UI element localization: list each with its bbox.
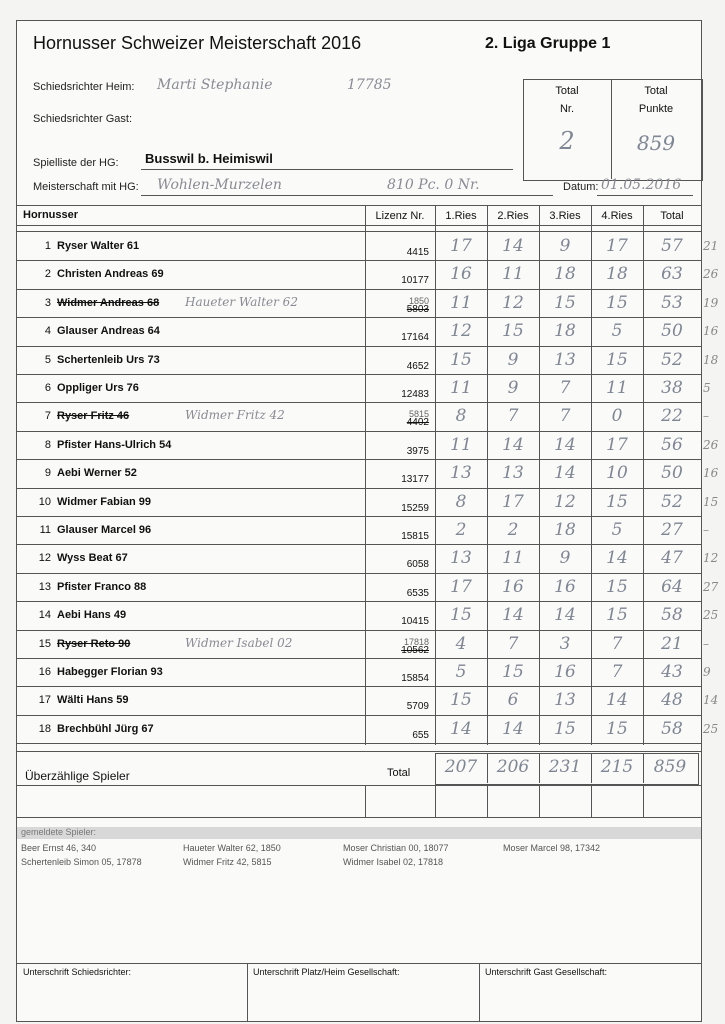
ries-score-4: 18 <box>606 264 628 285</box>
total-nr-label-1: Total <box>555 85 579 97</box>
row-total: 53 <box>661 292 683 313</box>
ries-score-1: 15 <box>450 690 472 711</box>
player-name: Glauser Andreas 64 <box>57 325 160 338</box>
ries-score-3: 3 <box>559 633 571 654</box>
match-label: Meisterschaft mit HG: <box>33 181 139 193</box>
ries-score-2: 14 <box>502 236 524 256</box>
row-number: 3 <box>44 296 51 309</box>
row-total: 21 <box>661 633 683 654</box>
row-number: 7 <box>44 410 51 423</box>
ries-score-2: 12 <box>502 292 524 313</box>
row-number: 8 <box>44 438 51 451</box>
ries-score-4: 15 <box>606 491 628 512</box>
license-new: 17818 <box>403 636 429 647</box>
player-name: Ryser Walter 61 <box>57 240 140 252</box>
row-total: 22 <box>661 406 683 427</box>
margin-note: 15 <box>703 494 719 509</box>
total-nr-label-2: Nr. <box>559 103 575 115</box>
license-number: 6058 <box>406 559 429 571</box>
row-number: 18 <box>38 722 51 735</box>
registered-player: Widmer Isabel 02, 17818 <box>343 857 444 867</box>
registered-player: Schertenleib Simon 05, 17878 <box>21 857 142 867</box>
ries-score-1: 11 <box>450 434 472 455</box>
license-number: 15815 <box>401 531 429 542</box>
registered-title: gemeldete Spieler: <box>21 827 97 837</box>
col-ries-1: 1.Ries <box>445 210 477 222</box>
player-name: Ryser Fritz 46 <box>57 410 130 423</box>
ries-score-4: 0 <box>611 406 623 427</box>
ries-score-2: 9 <box>507 378 519 398</box>
player-name: Schertenleib Urs 73 <box>57 353 160 366</box>
signature-referee: Unterschrift Schiedsrichter: <box>23 967 132 977</box>
row-total: 58 <box>661 718 683 739</box>
margin-note: 21 <box>703 239 719 253</box>
signature-guest: Unterschrift Gast Gesellschaft: <box>485 967 608 977</box>
row-total: 56 <box>661 434 683 455</box>
row-number: 1 <box>44 240 51 252</box>
ries-score-3: 7 <box>559 378 571 398</box>
ries-score-3: 13 <box>554 690 576 711</box>
margin-note: 26 <box>703 267 719 282</box>
ries-score-4: 5 <box>611 321 623 342</box>
table-row <box>17 460 719 487</box>
player-name: Widmer Fabian 99 <box>57 495 152 508</box>
total-pts-label-2: Punkte <box>638 103 674 115</box>
total-ries-1: 207 <box>444 757 478 777</box>
total-nr-value: 2 <box>559 127 575 155</box>
referee-home-label: Schiedsrichter Heim: <box>33 81 135 93</box>
ries-score-4: 10 <box>606 463 628 484</box>
player-name: Habegger Florian 93 <box>57 666 163 678</box>
margin-note: 18 <box>703 352 719 367</box>
signature-home: Unterschrift Platz/Heim Gesellschaft: <box>253 967 400 977</box>
ries-score-4: 15 <box>606 605 628 626</box>
table-row <box>17 545 719 572</box>
total-pts-label-1: Total <box>644 85 668 97</box>
row-total: 52 <box>661 491 683 512</box>
player-name: Wyss Beat 67 <box>57 552 128 565</box>
ries-score-3: 9 <box>559 548 571 569</box>
ries-score-2: 14 <box>502 718 524 739</box>
ries-score-2: 16 <box>502 576 524 597</box>
playlist-value: Busswil b. Heimiswil <box>145 151 273 166</box>
ries-score-4: 15 <box>606 349 628 370</box>
match-value: Wohlen-Murzelen <box>157 177 282 193</box>
license-number: 4415 <box>406 247 429 258</box>
total-ries-4: 215 <box>600 757 634 777</box>
row-total: 52 <box>661 349 683 370</box>
license-number: 5803 <box>406 303 429 315</box>
col-ries-3: 3.Ries <box>549 210 581 222</box>
row-total: 50 <box>661 321 683 342</box>
referee-guest-label: Schiedsrichter Gast: <box>33 113 133 125</box>
ries-score-2: 7 <box>507 406 519 427</box>
margin-note: 25 <box>703 721 719 736</box>
ries-score-2: 17 <box>502 491 524 512</box>
ries-score-2: 13 <box>502 463 524 484</box>
registered-player: Moser Marcel 98, 17342 <box>503 843 601 853</box>
license-number: 12483 <box>401 389 429 400</box>
license-number: 15854 <box>401 673 429 684</box>
ries-score-4: 17 <box>606 434 628 455</box>
ries-score-3: 18 <box>554 264 576 285</box>
ries-score-2: 14 <box>502 605 524 626</box>
table-row <box>17 290 719 317</box>
registered-player: Widmer Fritz 42, 5815 <box>183 857 272 867</box>
row-number: 12 <box>38 552 51 565</box>
ries-score-2: 15 <box>502 321 524 342</box>
row-number: 16 <box>38 666 51 678</box>
license-number: 10562 <box>401 644 429 656</box>
table-row <box>17 659 711 686</box>
margin-note: – <box>703 409 709 424</box>
row-total: 63 <box>661 264 683 285</box>
ries-score-3: 18 <box>554 321 576 342</box>
table-row <box>17 432 719 459</box>
ries-score-1: 12 <box>450 321 472 342</box>
row-number: 13 <box>38 580 51 593</box>
ries-score-1: 17 <box>450 236 472 256</box>
margin-note: 5 <box>703 381 711 395</box>
total-pts-value: 859 <box>636 131 676 155</box>
player-name: Widmer Andreas 68 <box>57 296 160 309</box>
license-number: 4402 <box>406 417 429 429</box>
margin-note: 14 <box>703 693 719 708</box>
player-name: Glauser Marcel 96 <box>57 524 152 536</box>
row-total: 47 <box>661 548 683 569</box>
row-number: 11 <box>39 524 51 536</box>
table-row <box>17 602 719 629</box>
col-hornusser: Hornusser <box>23 209 79 221</box>
table-row <box>17 716 719 743</box>
match-extra: 810 Pc. 0 Nr. <box>387 177 480 193</box>
total-ries-2: 206 <box>496 757 530 777</box>
substitute-name: Widmer Isabel 02 <box>185 635 293 650</box>
referee-home-value: Marti Stephanie <box>157 77 273 93</box>
ries-score-3: 15 <box>554 718 576 739</box>
player-name: Aebi Hans 49 <box>57 609 127 622</box>
ries-score-2: 9 <box>507 349 519 370</box>
margin-note: 26 <box>703 437 719 452</box>
table-row <box>17 687 719 714</box>
ries-score-1: 16 <box>450 264 472 285</box>
ries-score-2: 15 <box>502 662 524 682</box>
table-row <box>17 347 719 374</box>
license-number: 15259 <box>401 502 429 514</box>
license-number: 3975 <box>406 445 429 457</box>
ries-score-2: 7 <box>507 633 519 654</box>
row-number: 5 <box>44 353 51 366</box>
col-total: Total <box>660 210 684 222</box>
col-license: Lizenz Nr. <box>375 210 425 222</box>
total-ries-3: 231 <box>548 757 582 777</box>
row-number: 14 <box>38 609 51 622</box>
player-name: Brechbühl Jürg 67 <box>57 722 154 735</box>
margin-note: 16 <box>703 466 719 481</box>
margin-note: 27 <box>703 579 719 594</box>
table-row <box>17 233 719 260</box>
row-total: 27 <box>661 520 683 540</box>
ries-score-3: 16 <box>554 662 576 682</box>
player-name: Christen Andreas 69 <box>57 268 164 281</box>
table-row <box>17 375 711 402</box>
registered-player: Moser Christian 00, 18077 <box>343 843 449 853</box>
ries-score-4: 15 <box>606 292 628 313</box>
ries-score-1: 4 <box>455 633 467 654</box>
row-number: 2 <box>44 268 51 281</box>
substitute-name: Haueter Walter 62 <box>185 294 298 309</box>
sheet-title: Hornusser Schweizer Meisterschaft 2016 <box>33 33 362 53</box>
ries-score-3: 15 <box>554 292 576 313</box>
ries-score-1: 5 <box>455 662 467 682</box>
row-total: 50 <box>661 463 683 484</box>
ries-score-3: 12 <box>554 491 576 512</box>
date-value: 01.05.2016 <box>601 177 682 193</box>
ries-score-4: 14 <box>606 548 628 569</box>
referee-home-license: 17785 <box>347 77 392 93</box>
ries-score-4: 15 <box>606 576 628 597</box>
ries-score-2: 6 <box>507 690 519 711</box>
row-number: 6 <box>44 382 51 394</box>
ries-score-2: 14 <box>502 434 524 455</box>
col-ries-2: 2.Ries <box>497 210 529 222</box>
player-name: Wälti Hans 59 <box>57 694 129 707</box>
ries-score-4: 7 <box>611 633 623 654</box>
ries-score-3: 7 <box>559 406 571 427</box>
margin-note: – <box>703 523 709 537</box>
license-number: 5709 <box>406 701 429 713</box>
ries-score-3: 14 <box>554 463 576 484</box>
ries-score-3: 18 <box>554 520 576 540</box>
ries-score-1: 8 <box>455 406 467 427</box>
license-new: 1850 <box>408 295 429 306</box>
ries-score-2: 11 <box>502 548 524 569</box>
license-number: 4652 <box>406 360 429 372</box>
ries-score-1: 2 <box>455 520 467 540</box>
table-row <box>17 403 709 430</box>
ries-score-3: 16 <box>554 576 576 597</box>
table-row <box>17 261 719 288</box>
ries-score-1: 15 <box>450 349 472 370</box>
row-number: 9 <box>44 467 51 480</box>
registered-player: Haueter Walter 62, 1850 <box>183 843 281 853</box>
date-label: Datum: <box>563 181 599 193</box>
row-total: 38 <box>661 378 683 398</box>
row-number: 4 <box>44 325 51 338</box>
player-name: Pfister Hans-Ulrich 54 <box>57 438 172 451</box>
player-name: Ryser Reto 90 <box>57 637 131 650</box>
row-total: 48 <box>661 690 683 711</box>
ries-score-3: 14 <box>554 434 576 455</box>
ries-score-4: 11 <box>606 378 628 398</box>
margin-note: 16 <box>703 324 719 339</box>
license-number: 6535 <box>406 587 429 599</box>
ries-score-1: 14 <box>450 718 472 739</box>
margin-note: 19 <box>703 295 719 310</box>
margin-note: – <box>703 636 709 651</box>
table-row <box>17 631 709 658</box>
player-name: Pfister Franco 88 <box>57 580 147 593</box>
total-grand: 859 <box>653 757 687 777</box>
registered-bar <box>17 827 701 839</box>
license-number: 13177 <box>401 474 429 486</box>
margin-note: 9 <box>703 665 711 679</box>
ries-score-3: 13 <box>554 349 576 370</box>
license-number: 10415 <box>401 616 429 628</box>
row-total: 57 <box>661 236 683 256</box>
registered-player: Beer Ernst 46, 340 <box>21 843 97 853</box>
row-total: 58 <box>661 605 683 626</box>
player-name: Oppliger Urs 76 <box>57 382 139 394</box>
ries-score-3: 14 <box>554 605 576 626</box>
playlist-label: Spielliste der HG: <box>33 157 119 169</box>
license-number: 17164 <box>401 332 429 344</box>
row-number: 17 <box>38 694 51 707</box>
ries-score-1: 11 <box>450 378 472 398</box>
margin-note: 25 <box>703 608 719 623</box>
ries-score-2: 2 <box>507 520 519 540</box>
ries-score-4: 7 <box>611 662 623 682</box>
table-row <box>17 489 719 516</box>
total-row-label: Total <box>387 767 411 779</box>
score-sheet <box>16 20 719 1022</box>
substitute-name: Widmer Fritz 42 <box>185 408 285 423</box>
league-label: 2. Liga Gruppe 1 <box>485 35 611 52</box>
ries-score-2: 11 <box>502 264 524 285</box>
ries-score-3: 9 <box>559 236 571 256</box>
ries-score-4: 14 <box>606 690 628 711</box>
col-ries-4: 4.Ries <box>601 210 633 222</box>
row-total: 64 <box>661 576 683 597</box>
license-number: 655 <box>412 729 429 741</box>
ries-score-1: 11 <box>450 292 472 313</box>
extra-players-label: Überzählige Spieler <box>25 769 130 783</box>
ries-score-4: 17 <box>606 236 628 256</box>
row-number: 10 <box>38 495 51 508</box>
ries-score-4: 5 <box>611 520 623 540</box>
ries-score-1: 15 <box>450 605 472 626</box>
row-number: 15 <box>38 637 51 650</box>
row-total: 43 <box>661 662 683 682</box>
ries-score-1: 17 <box>450 576 472 597</box>
margin-note: 12 <box>703 551 719 566</box>
table-row <box>17 517 709 544</box>
license-new: 5815 <box>408 409 429 420</box>
table-row <box>17 574 719 601</box>
table-row <box>17 318 719 345</box>
ries-score-1: 8 <box>455 491 467 512</box>
ries-score-4: 15 <box>606 718 628 739</box>
license-number: 10177 <box>401 275 429 287</box>
player-name: Aebi Werner 52 <box>57 467 137 480</box>
ries-score-1: 13 <box>450 463 472 484</box>
ries-score-1: 13 <box>450 548 472 569</box>
